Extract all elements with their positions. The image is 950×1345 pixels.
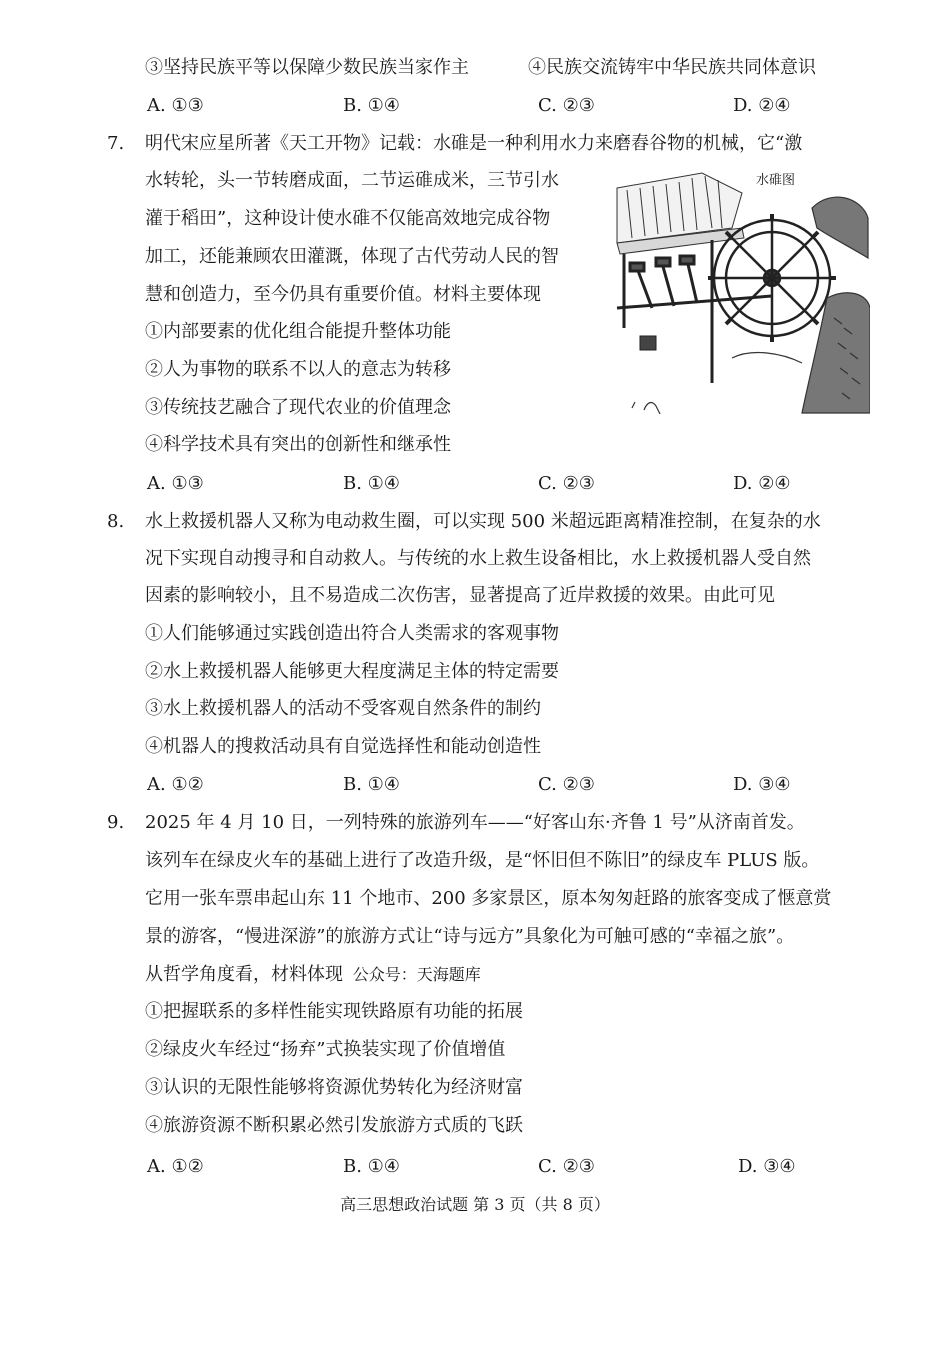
q7-option-a: A. ①③ [147, 473, 204, 494]
q7-statement-1: ①内部要素的优化组合能提升整体功能 [145, 321, 451, 342]
q8-option-a: A. ①② [147, 774, 204, 795]
q9-statement-4: ④旅游资源不断积累必然引发旅游方式质的飞跃 [145, 1115, 523, 1136]
q9-option-b: B. ①④ [343, 1156, 400, 1177]
q9-line-5 [145, 962, 481, 988]
q9-option-d: D. ③④ [738, 1156, 796, 1177]
q6-option-a: A. ①③ [147, 95, 204, 116]
q8-number: 8. [107, 511, 125, 532]
q9-line-2: 该列车在绿皮火车的基础上进行了改造升级，是“怀旧但不陈旧”的绿皮车 PLUS 版。 [145, 850, 820, 871]
q8-statement-4: ④机器人的搜救活动具有自觉选择性和能动创造性 [145, 736, 541, 757]
q7-option-d: D. ②④ [733, 473, 791, 494]
q7-line-5: 慧和创造力，至今仍具有重要价值。材料主要体现 [145, 284, 541, 305]
q7-line-4: 加工，还能兼顾农田灌溉，体现了古代劳动人民的智 [145, 246, 559, 267]
q7-option-b: B. ①④ [343, 473, 400, 494]
q9-statement-1: ①把握联系的多样性能实现铁路原有功能的拓展 [145, 1001, 523, 1022]
q7-statement-2: ②人为事物的联系不以人的意志为转移 [145, 359, 451, 380]
q7-option-c: C. ②③ [538, 473, 595, 494]
q6-option-c: C. ②③ [538, 95, 595, 116]
water-mill-figure-title: 水碓图 [756, 173, 796, 188]
watermark-text: 公众号：天海题库 [352, 965, 481, 984]
q7-line-2: 水转轮，头一节转磨成面，二节运碓成米，三节引水 [145, 170, 559, 191]
q7-statement-4: ④科学技术具有突出的创新性和继承性 [145, 434, 451, 455]
q9-line-5-text: 从哲学角度看，材料体现 [145, 964, 343, 985]
q8-option-d: D. ③④ [733, 774, 791, 795]
q9-number: 9. [107, 812, 125, 833]
q8-statement-3: ③水上救援机器人的活动不受客观自然条件的制约 [145, 698, 541, 719]
q8-line-1: 水上救援机器人又称为电动救生圈，可以实现 500 米超远距离精准控制，在复杂的水 [145, 511, 821, 532]
q8-line-3: 因素的影响较小，且不易造成二次伤害，显著提高了近岸救援的效果。由此可见 [145, 585, 775, 606]
q6-statement-4: ④民族交流铸牢中华民族共同体意识 [528, 57, 816, 78]
q9-line-1: 2025 年 4 月 10 日，一列特殊的旅游列车——“好客山东·齐鲁 1 号”从济南首发。 [145, 812, 805, 833]
page-footer: 高三思想政治试题 第 3 页（共 8 页） [340, 1195, 610, 1214]
q9-statement-2: ②绿皮火车经过“扬弃”式换装实现了价值增值 [145, 1039, 506, 1060]
q6-statement-3: ③坚持民族平等以保障少数民族当家作主 [145, 57, 469, 78]
q6-option-d: D. ②④ [733, 95, 791, 116]
q7-statement-3: ③传统技艺融合了现代农业的价值理念 [145, 397, 451, 418]
q7-number: 7. [107, 133, 125, 154]
q9-statement-3: ③认识的无限性能够将资源优势转化为经济财富 [145, 1077, 523, 1098]
q8-line-2: 况下实现自动搜寻和自动救人。与传统的水上救生设备相比，水上救援机器人受自然 [145, 548, 811, 569]
q9-line-3: 它用一张车票串起山东 11 个地市、200 多家景区，原本匆匆赶路的旅客变成了惬意赏 [145, 888, 832, 909]
q9-option-a: A. ①② [147, 1156, 204, 1177]
q7-line-1: 明代宋应星所著《天工开物》记载：水碓是一种利用水力来磨舂谷物的机械，它“激 [145, 133, 803, 154]
q8-statement-2: ②水上救援机器人能够更大程度满足主体的特定需要 [145, 661, 559, 682]
q8-option-b: B. ①④ [343, 774, 400, 795]
q6-option-b: B. ①④ [343, 95, 400, 116]
q8-statement-1: ①人们能够通过实践创造出符合人类需求的客观事物 [145, 623, 559, 644]
q9-line-4: 景的游客，“慢进深游”的旅游方式让“诗与远方”具象化为可触可感的“幸福之旅”。 [145, 926, 795, 947]
q9-option-c: C. ②③ [538, 1156, 595, 1177]
water-mill-illustration [612, 168, 870, 418]
q8-option-c: C. ②③ [538, 774, 595, 795]
q7-line-3: 灌于稻田”，这种设计使水碓不仅能高效地完成谷物 [145, 208, 551, 229]
